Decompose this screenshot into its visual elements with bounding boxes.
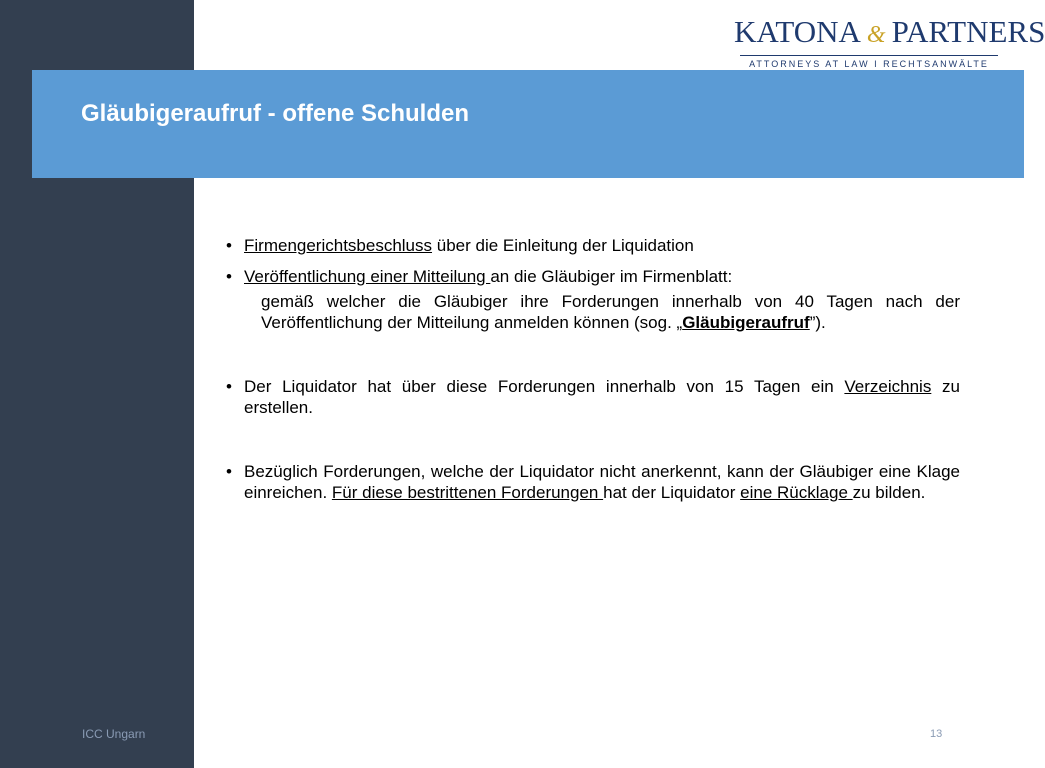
slide-title: Gläubigeraufruf - offene Schulden xyxy=(81,100,470,127)
bullet-text: an die Gläubiger im Firmenblatt: xyxy=(490,267,733,286)
page-number: 13 xyxy=(930,728,943,740)
title-band xyxy=(32,70,1024,178)
sub-text-end: ”). xyxy=(809,313,826,332)
bullet-text: Bezüglich Forderungen, welche der Liquidator nicht anerkennt, kann der Gläubiger eine Klage einreichen. xyxy=(244,462,960,502)
bullet-item xyxy=(226,461,960,503)
sub-text: gemäß welcher die Gläubiger ihre Forderungen innerhalb von 40 Tagen nach der Veröffentlichung der Mitteilung anmelden können (sog. „ xyxy=(261,292,960,332)
bullet-underlined-text: Verzeichnis xyxy=(844,377,932,396)
bullet-text-end: zu erstellen. xyxy=(244,377,960,417)
sub-bold-term: Gläubigeraufruf xyxy=(682,313,810,332)
bullet-sub-paragraph xyxy=(226,291,960,333)
company-logo xyxy=(734,14,1045,69)
slide-content xyxy=(226,233,960,503)
bullet-text-end: zu bilden. xyxy=(852,483,926,502)
logo-divider xyxy=(740,55,998,56)
logo-name-part2: PARTNERS xyxy=(891,14,1045,49)
logo-name-part1: KATONA xyxy=(734,14,861,49)
bullet-marker: • xyxy=(226,267,232,286)
bullet-item xyxy=(226,235,960,256)
bullet-marker: • xyxy=(226,462,232,481)
bullet-underlined-text: Firmengerichtsbeschluss xyxy=(244,236,433,255)
bullet-underlined-text: Veröffentlichung einer Mitteilung xyxy=(244,267,491,286)
bullet-text: Der Liquidator hat über diese Forderungen innerhalb von 15 Tagen ein xyxy=(244,377,845,396)
bullet-marker: • xyxy=(226,377,232,396)
logo-ampersand: & xyxy=(866,22,886,48)
bullet-text: über die Einleitung der Liquidation xyxy=(432,236,694,255)
footer-label: ICC Ungarn xyxy=(82,727,146,741)
logo-wordmark xyxy=(734,14,1045,53)
bullet-text-middle: hat der Liquidator xyxy=(603,483,741,502)
logo-tagline: ATTORNEYS AT LAW I RECHTSANWÄLTE xyxy=(749,59,989,69)
bullet-marker: • xyxy=(226,236,232,255)
bullet-underlined-text-2: eine Rücklage xyxy=(740,483,853,502)
bullet-item xyxy=(226,376,960,418)
bullet-underlined-text: Für diese bestrittenen Forderungen xyxy=(331,483,604,502)
bullet-item xyxy=(226,266,960,287)
